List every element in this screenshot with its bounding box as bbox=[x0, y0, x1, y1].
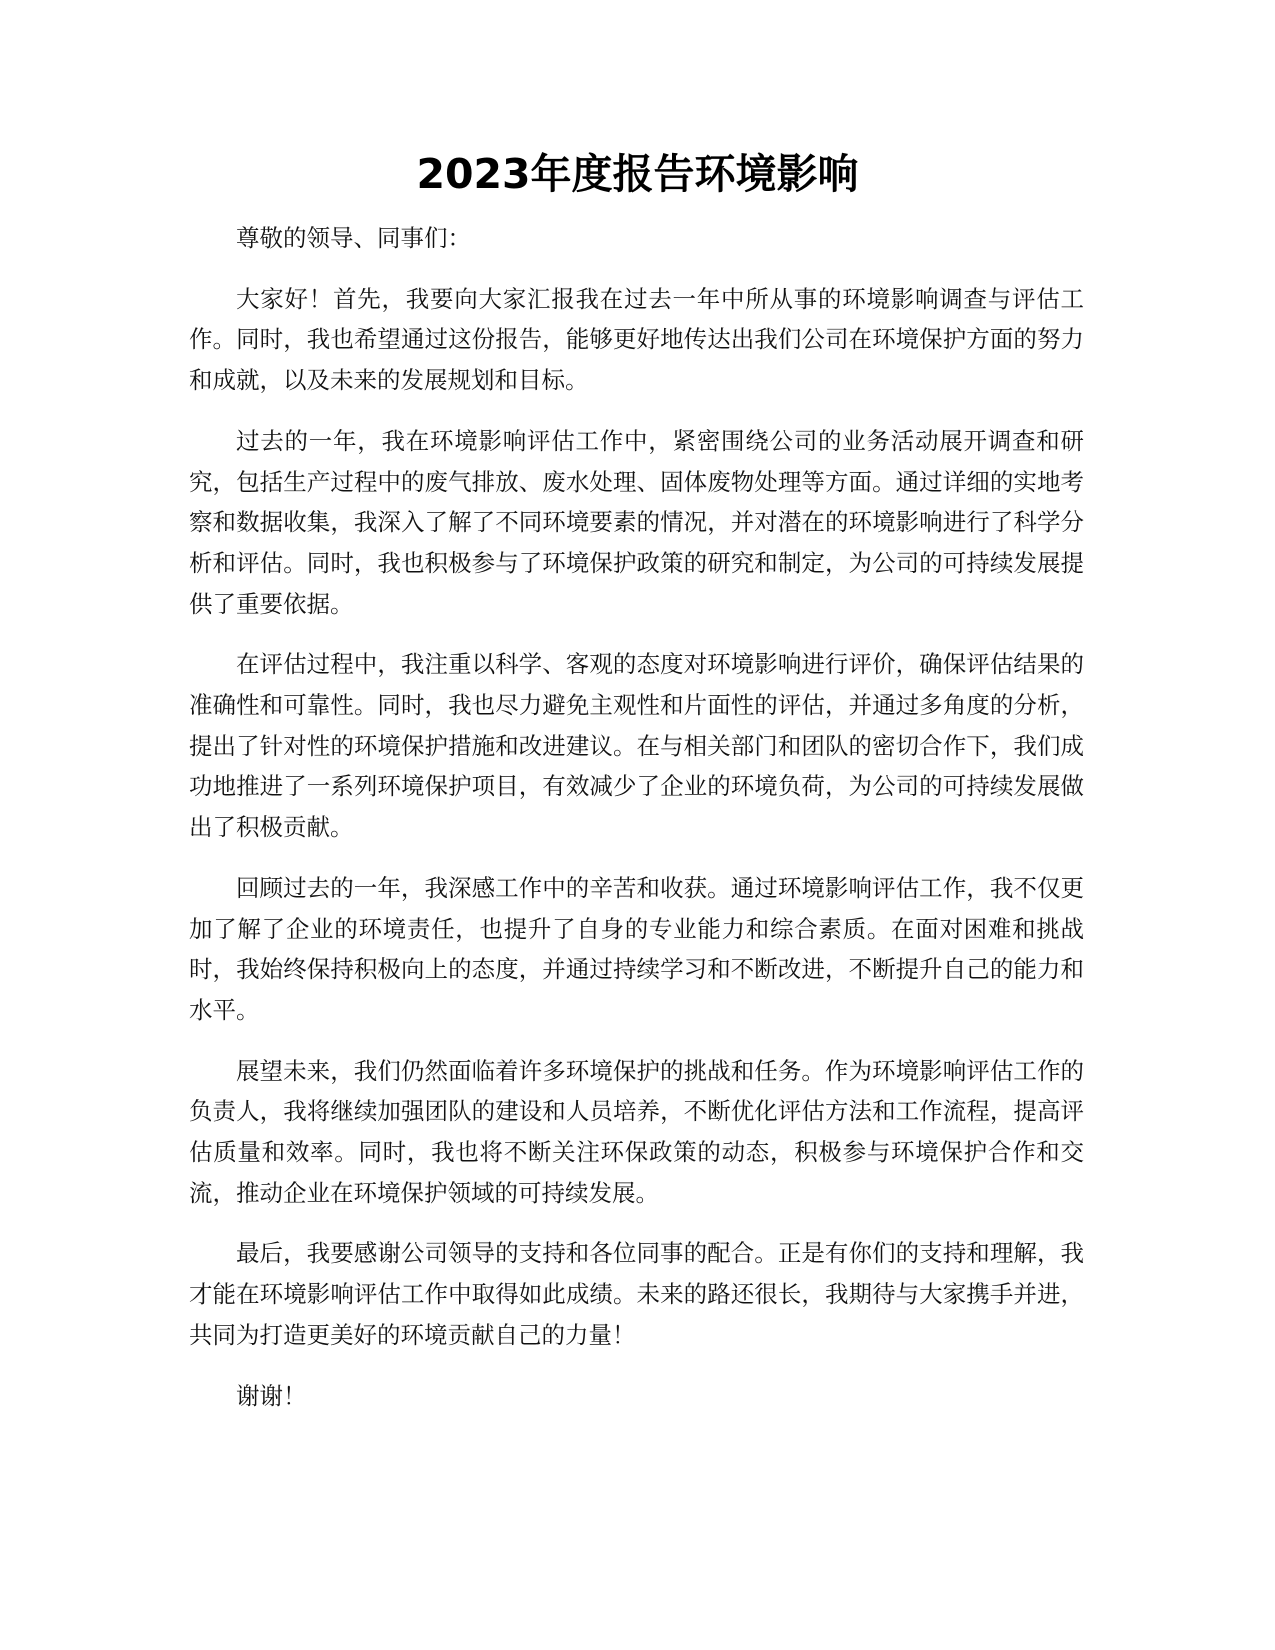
salutation: 尊敬的领导、同事们： bbox=[236, 224, 471, 252]
document-title: 2023年度报告环境影响 bbox=[416, 150, 859, 198]
paragraph-6: 最后，我要感谢公司领导的支持和各位同事的配合。正是有你们的支持和理解，我才能在环境影响评估工作中取得如此成绩。未来的路还很长，我期待与大家携手并进，共同为打造更美好的环境贡献自己的力量！ bbox=[189, 1239, 1084, 1349]
document-body bbox=[189, 218, 1084, 1436]
paragraph-1: 大家好！首先，我要向大家汇报我在过去一年中所从事的环境影响调查与评估工作。同时，我也希望通过这份报告，能够更好地传达出我们公司在环境保护方面的努力和成就，以及未来的发展规划和目标。 bbox=[189, 284, 1084, 395]
paragraph-2: 过去的一年，我在环境影响评估工作中，紧密围绕公司的业务活动展开调查和研究，包括生产过程中的废气排放、废水处理、固体废物处理等方面。通过详细的实地考察和数据收集，我深入了解了不同环境要素的情况，并对潜在的环境影响进行了科学分析和评估。同时，我也积极参与了环境保护政策的研究和制定，为公司的可持续发展提供了重要依据。 bbox=[189, 426, 1084, 618]
paragraph-4: 回顾过去的一年，我深感工作中的辛苦和收获。通过环境影响评估工作，我不仅更加了解了企业的环境责任，也提升了自身的专业能力和综合素质。在面对困难和挑战时，我始终保持积极向上的态度，并通过持续学习和不断改进，不断提升自己的能力和水平。 bbox=[189, 873, 1084, 1024]
paragraph-5: 展望未来，我们仍然面临着许多环境保护的挑战和任务。作为环境影响评估工作的负责人，我将继续加强团队的建设和人员培养，不断优化评估方法和工作流程，提高评估质量和效率。同时，我也将不断关注环保政策的动态，积极参与环境保护合作和交流，推动企业在环境保护领域的可持续发展。 bbox=[189, 1056, 1084, 1207]
paragraph-3: 在评估过程中，我注重以科学、客观的态度对环境影响进行评价，确保评估结果的准确性和可靠性。同时，我也尽力避免主观性和片面性的评估，并通过多角度的分析，提出了针对性的环境保护措施和改进建议。在与相关部门和团队的密切合作下，我们成功地推进了一系列环境保护项目，有效减少了企业的环境负荷，为公司的可持续发展做出了积极贡献。 bbox=[189, 650, 1084, 842]
closing: 谢谢！ bbox=[236, 1381, 307, 1410]
